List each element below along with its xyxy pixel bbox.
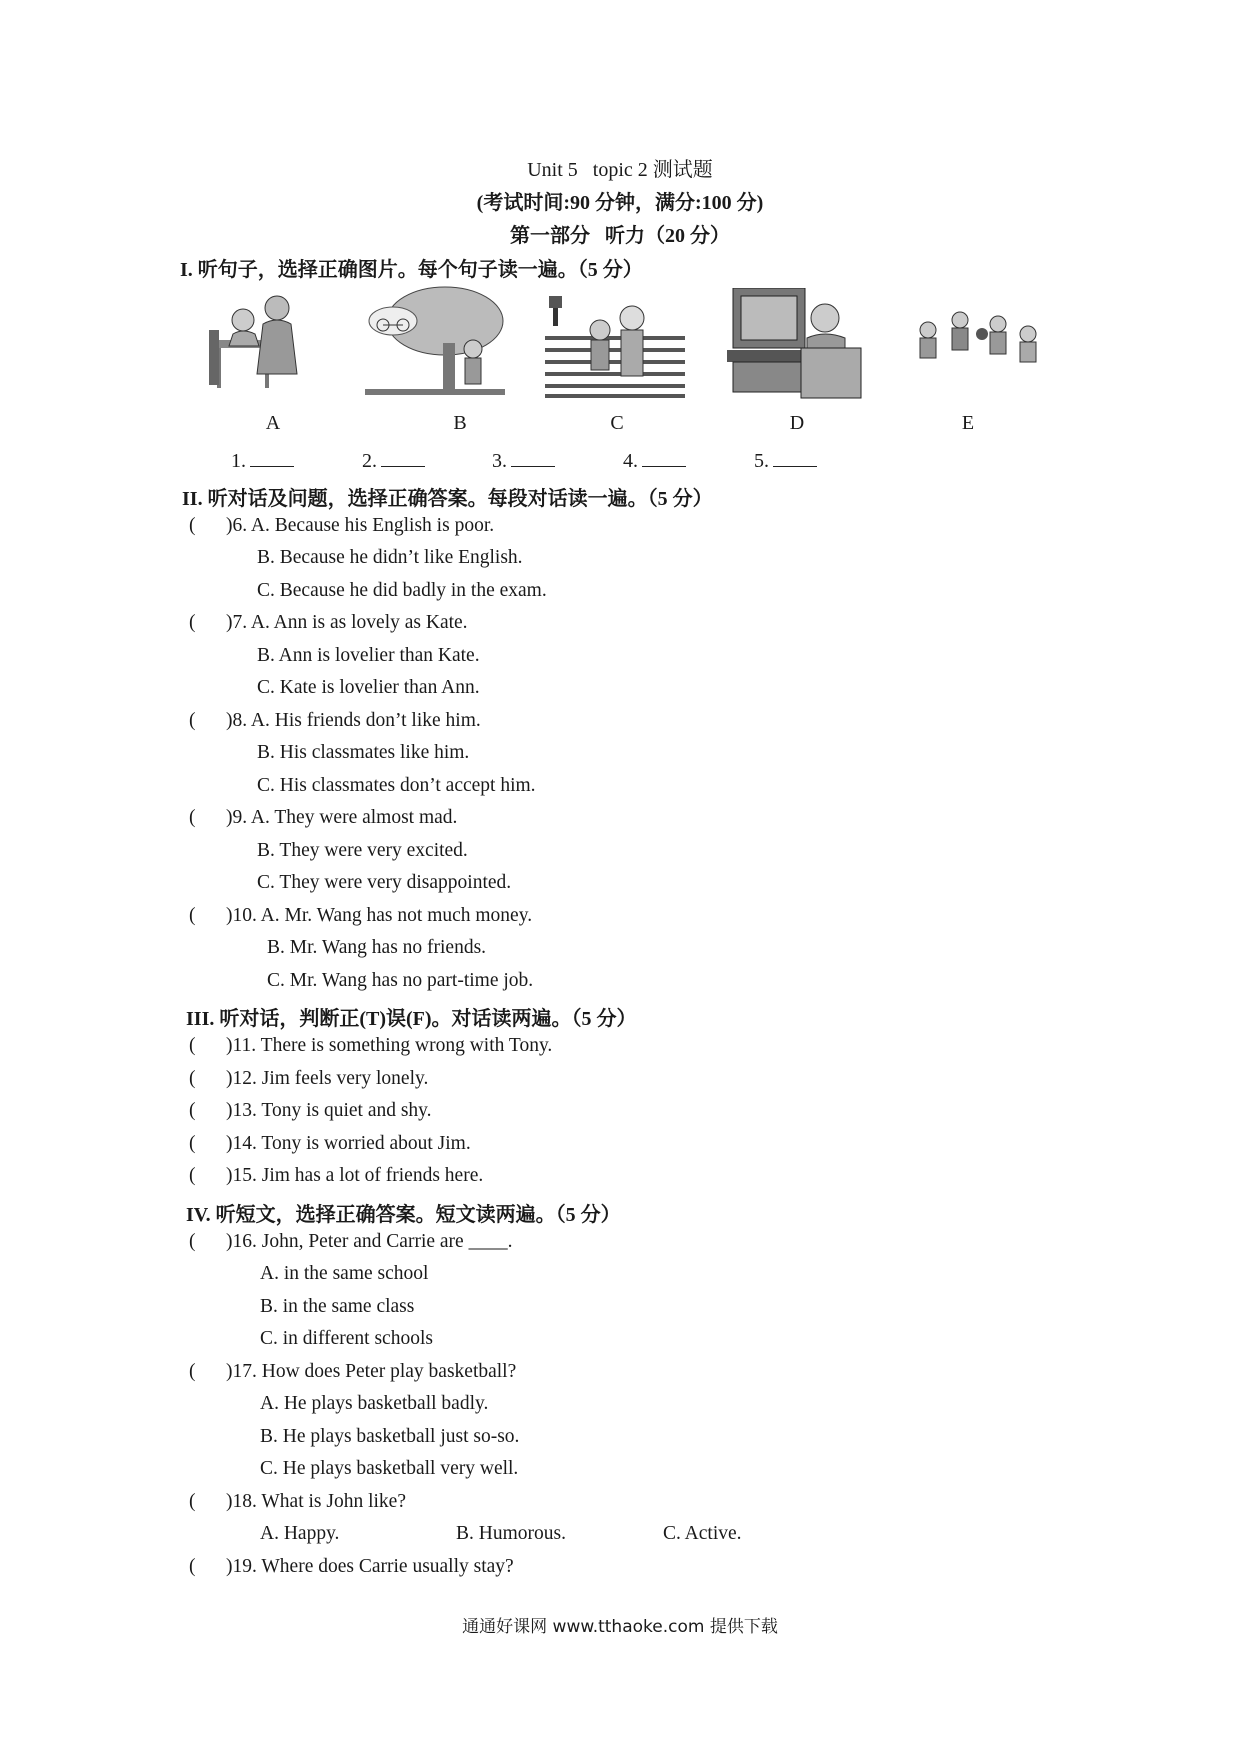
- answer-slot-3[interactable]: [492, 448, 555, 473]
- answer-bracket[interactable]: (: [189, 1361, 196, 1382]
- statement-12: )12. Jim feels very lonely.: [226, 1068, 429, 1089]
- question-18-option-c: C. Active.: [663, 1523, 742, 1544]
- picture-label-a: A: [265, 412, 281, 434]
- answer-bracket[interactable]: (: [189, 1491, 196, 1512]
- picture-label-b: B: [453, 412, 467, 434]
- question-9-option-b: B. They were very excited.: [257, 840, 468, 861]
- answer-bracket[interactable]: (: [189, 1133, 196, 1154]
- picture-label-d: D: [789, 412, 805, 434]
- question-17-option-b: B. He plays basketball just so-so.: [260, 1426, 520, 1447]
- question-16-option-b: B. in the same class: [260, 1296, 415, 1317]
- question-17-option-c: C. He plays basketball very well.: [260, 1458, 519, 1479]
- answer-bracket[interactable]: (: [189, 807, 196, 828]
- question-7: )7. A. Ann is as lovely as Kate.: [226, 612, 468, 633]
- answer-bracket[interactable]: (: [189, 905, 196, 926]
- answer-slot-2[interactable]: [362, 448, 425, 473]
- answer-bracket[interactable]: (: [189, 612, 196, 633]
- question-10-option-c: C. Mr. Wang has no part-time job.: [267, 970, 534, 991]
- question-18: )18. What is John like?: [226, 1491, 406, 1512]
- question-10: )10. A. Mr. Wang has not much money.: [226, 905, 533, 926]
- teacher-and-student-at-desk-icon: [205, 290, 315, 395]
- answer-slot-label: 5.: [754, 450, 769, 472]
- answer-bracket[interactable]: (: [189, 1068, 196, 1089]
- question-10-option-b: B. Mr. Wang has no friends.: [267, 937, 487, 958]
- question-18-option-b: B. Humorous.: [456, 1523, 566, 1544]
- answer-bracket[interactable]: (: [189, 1035, 196, 1056]
- answer-bracket[interactable]: (: [189, 1556, 196, 1577]
- statement-11: )11. There is something wrong with Tony.: [226, 1035, 553, 1056]
- question-18-option-a: A. Happy.: [260, 1523, 340, 1544]
- answer-slot-5[interactable]: [754, 448, 817, 473]
- answer-blank[interactable]: [250, 448, 294, 467]
- boy-under-tree-thinking-of-bike-icon: [365, 283, 505, 398]
- question-6-option-b: B. Because he didn’t like English.: [257, 547, 523, 568]
- exam-info: (考试时间:90 分钟，满分:100 分): [476, 192, 764, 214]
- question-9: )9. A. They were almost mad.: [226, 807, 458, 828]
- question-16: )16. John, Peter and Carrie are ____.: [226, 1231, 513, 1252]
- question-17: )17. How does Peter play basketball?: [226, 1361, 517, 1382]
- picture-label-e: E: [961, 412, 975, 434]
- question-6: )6. A. Because his English is poor.: [226, 515, 495, 536]
- section-2-heading: II. 听对话及问题，选择正确答案。每段对话读一遍。（5 分）: [182, 488, 713, 510]
- question-7-option-b: B. Ann is lovelier than Kate.: [257, 645, 480, 666]
- boy-watching-tv-icon: [727, 288, 862, 403]
- question-7-option-c: C. Kate is lovelier than Ann.: [257, 677, 480, 698]
- page-footer: 通通好课网 www.tthaoke.com 提供下载: [462, 1617, 778, 1637]
- statement-13: )13. Tony is quiet and shy.: [226, 1100, 432, 1121]
- answer-slot-label: 4.: [623, 450, 638, 472]
- section-1-heading: I. 听句子，选择正确图片。每个句子读一遍。（5 分）: [180, 259, 643, 281]
- children-playing-ball-icon: [910, 310, 1050, 375]
- question-6-option-c: C. Because he did badly in the exam.: [257, 580, 547, 601]
- part-one-heading: 第一部分 听力（20 分）: [510, 225, 730, 247]
- answer-bracket[interactable]: (: [189, 1231, 196, 1252]
- answer-slot-4[interactable]: [623, 448, 686, 473]
- answer-bracket[interactable]: (: [189, 710, 196, 731]
- picture-label-c: C: [610, 412, 624, 434]
- statement-15: )15. Jim has a lot of friends here.: [226, 1165, 484, 1186]
- answer-blank[interactable]: [511, 448, 555, 467]
- answer-slot-label: 2.: [362, 450, 377, 472]
- question-19: )19. Where does Carrie usually stay?: [226, 1556, 514, 1577]
- answer-bracket[interactable]: (: [189, 1100, 196, 1121]
- question-8-option-c: C. His classmates don’t accept him.: [257, 775, 536, 796]
- answer-slot-1[interactable]: [231, 448, 294, 473]
- answer-blank[interactable]: [642, 448, 686, 467]
- statement-14: )14. Tony is worried about Jim.: [226, 1133, 471, 1154]
- answer-slot-label: 3.: [492, 450, 507, 472]
- answer-bracket[interactable]: (: [189, 1165, 196, 1186]
- section-4-heading: IV. 听短文，选择正确答案。短文读两遍。（5 分）: [186, 1204, 621, 1226]
- question-8-option-b: B. His classmates like him.: [257, 742, 470, 763]
- answer-blank[interactable]: [381, 448, 425, 467]
- question-16-option-a: A. in the same school: [260, 1263, 429, 1284]
- exam-title: Unit 5 topic 2 测试题: [527, 159, 713, 181]
- answer-blank[interactable]: [773, 448, 817, 467]
- section-3-heading: III. 听对话，判断正(T)误(F)。对话读两遍。（5 分）: [186, 1008, 637, 1030]
- question-16-option-c: C. in different schools: [260, 1328, 433, 1349]
- answer-bracket[interactable]: (: [189, 515, 196, 536]
- question-17-option-a: A. He plays basketball badly.: [260, 1393, 489, 1414]
- answer-slot-label: 1.: [231, 450, 246, 472]
- question-8: )8. A. His friends don’t like him.: [226, 710, 481, 731]
- question-9-option-c: C. They were very disappointed.: [257, 872, 512, 893]
- child-helping-old-man-cross-street-icon: [545, 296, 685, 399]
